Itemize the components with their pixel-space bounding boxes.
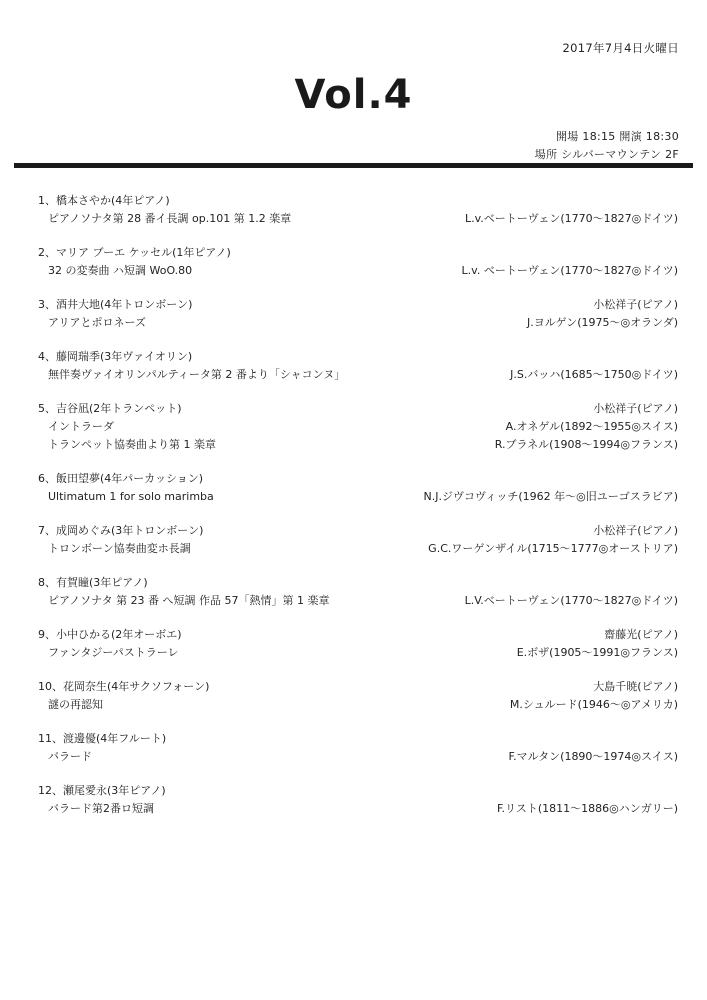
piece-row: [38, 488, 678, 506]
composer: L.V.ベートーヴェン(1770～1827◎ドイツ): [464, 594, 678, 607]
program-entry: [38, 348, 678, 384]
accompanist: 小松祥子(ピアノ): [593, 402, 678, 415]
program-list: [38, 192, 678, 834]
composer: F.リスト(1811～1886◎ハンガリー): [496, 802, 678, 815]
performer-row: [38, 348, 678, 366]
piece-row: [38, 366, 678, 384]
piece-row: [38, 262, 678, 280]
performer-name: 4、藤岡瑞季(3年ヴァイオリン): [38, 350, 193, 363]
accompanist: 大島千暁(ピアノ): [593, 680, 678, 693]
program-entry: [38, 730, 678, 766]
accompanist: 小松祥子(ピアノ): [593, 298, 678, 311]
piece-title: ピアノソナタ第 28 番イ長調 op.101 第 1.2 楽章: [48, 212, 292, 225]
program-entry: [38, 244, 678, 280]
piece-title: 謎の再認知: [48, 698, 103, 711]
performer-name: 8、有賀瞳(3年ピアノ): [38, 576, 148, 589]
concert-venue: 場所 シルバーマウンテン 2F: [534, 148, 679, 161]
program-entry: [38, 470, 678, 506]
piece-title: イントラーダ: [48, 420, 114, 433]
piece-row: [38, 644, 678, 662]
piece-title: 無伴奏ヴァイオリンパルティータ第 2 番より「シャコンヌ」: [48, 368, 346, 381]
performer-name: 7、成岡めぐみ(3年トロンボーン): [38, 524, 204, 537]
program-entry: [38, 678, 678, 714]
performer-row: [38, 574, 678, 592]
piece-row: [38, 436, 678, 454]
piece-title: ピアノソナタ 第 23 番 へ短調 作品 57「熱情」第 1 楽章: [48, 594, 330, 607]
piece-row: [38, 418, 678, 436]
performer-row: [38, 782, 678, 800]
program-entry: [38, 522, 678, 558]
performer-row: [38, 522, 678, 540]
piece-row: [38, 800, 678, 818]
performer-name: 5、吉谷凪(2年トランペット): [38, 402, 182, 415]
piece-title: 32 の変奏曲 ハ短調 WoO.80: [48, 264, 193, 277]
piece-row: [38, 748, 678, 766]
performer-row: [38, 470, 678, 488]
piece-row: [38, 540, 678, 558]
piece-row: [38, 696, 678, 714]
piece-title: バラード第2番ロ短調: [48, 802, 154, 815]
performer-row: [38, 626, 678, 644]
performer-name: 9、小中ひかる(2年オーボエ): [38, 628, 182, 641]
concert-times: 開場 18:15 開演 18:30: [556, 130, 679, 143]
piece-title: バラード: [48, 750, 92, 763]
composer: L.v.ベートーヴェン(1770～1827◎ドイツ): [465, 212, 678, 225]
program-entry: [38, 400, 678, 454]
performer-row: [38, 730, 678, 748]
composer: G.C.ワーゲンザイル(1715～1777◎オーストリア): [428, 542, 678, 555]
performer-name: 2、マリア ブーエ ケッセル(1年ピアノ): [38, 246, 231, 259]
performer-row: [38, 244, 678, 262]
composer: R.ブラネル(1908～1994◎フランス): [494, 438, 678, 451]
composer: M.シュルード(1946～◎アメリカ): [509, 698, 678, 711]
performer-name: 11、渡邊優(4年フルート): [38, 732, 167, 745]
composer: A.オネゲル(1892～1955◎スイス): [505, 420, 678, 433]
header-divider: [14, 163, 693, 168]
program-entry: [38, 192, 678, 228]
piece-title: ファンタジーパストラーレ: [48, 646, 179, 659]
performer-name: 10、花岡奈生(4年サクソフォーン): [38, 680, 210, 693]
concert-date: 2017年7月4日火曜日: [562, 41, 679, 55]
program-entry: [38, 574, 678, 610]
performer-row: [38, 192, 678, 210]
program-entry: [38, 782, 678, 818]
composer: L.v. ベートーヴェン(1770～1827◎ドイツ): [461, 264, 678, 277]
composer: N.J.ジヴコヴィッチ(1962 年～◎旧ユーゴスラビア): [423, 490, 678, 503]
performer-row: [38, 678, 678, 696]
piece-title: トロンボーン協奏曲変ホ長調: [48, 542, 191, 555]
volume-title: Vol.4: [294, 72, 413, 118]
composer: E.ボザ(1905～1991◎フランス): [516, 646, 678, 659]
piece-row: [38, 210, 678, 228]
piece-row: [38, 314, 678, 332]
performer-row: [38, 296, 678, 314]
performer-name: 1、橋本さやか(4年ピアノ): [38, 194, 170, 207]
composer: J.S.バッハ(1685～1750◎ドイツ): [510, 368, 678, 381]
program-entry: [38, 626, 678, 662]
composer: J.ヨルゲン(1975～◎オランダ): [526, 316, 678, 329]
performer-name: 3、酒井大地(4年トロンボーン): [38, 298, 193, 311]
performer-name: 12、瀬尾愛永(3年ピアノ): [38, 784, 166, 797]
performer-row: [38, 400, 678, 418]
composer: F.マルタン(1890～1974◎スイス): [508, 750, 678, 763]
piece-title: トランペット協奏曲より第 1 楽章: [48, 438, 216, 451]
piece-row: [38, 592, 678, 610]
accompanist: 齋藤光(ピアノ): [604, 628, 678, 641]
piece-title: Ultimatum 1 for solo marimba: [48, 490, 214, 503]
accompanist: 小松祥子(ピアノ): [593, 524, 678, 537]
program-entry: [38, 296, 678, 332]
performer-name: 6、飯田望夢(4年パーカッション): [38, 472, 204, 485]
piece-title: アリアとポロネーズ: [48, 316, 147, 329]
